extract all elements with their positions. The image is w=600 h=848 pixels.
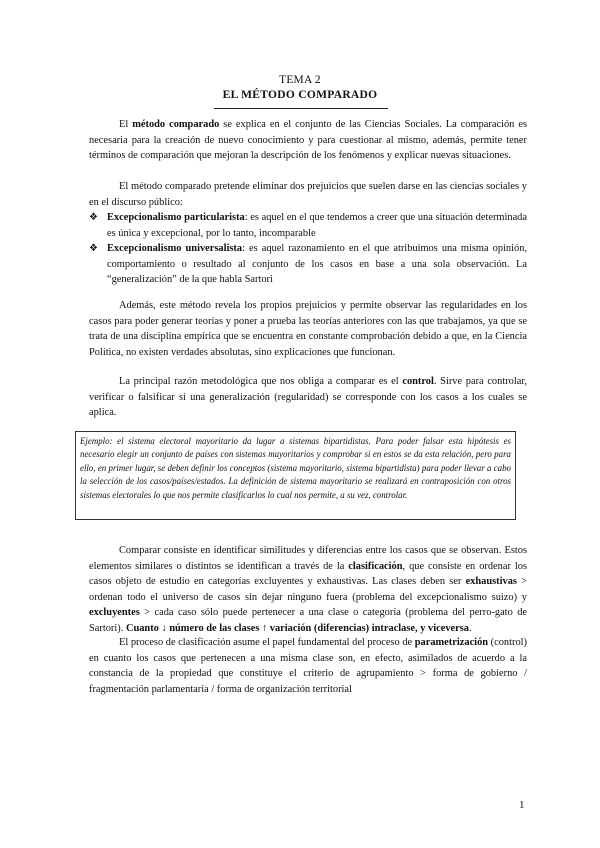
paragraph-intro (89, 117, 527, 164)
text-run: se explica en el conjunto de las Ciencias Sociales. La comparación es necesaria para la creación de nuevo conocimiento y para cuestionar al mismo, además, permite tener términos de comparación que mejoran la descripción de los fenómenos y explicar nuevas situaciones. (89, 119, 527, 162)
paragraph-parametrization (89, 635, 527, 697)
list-item (89, 210, 527, 241)
topic-number: TEMA 2 (279, 74, 321, 86)
prejudice-list (89, 210, 527, 288)
text-run: : es aquel en el que tendemos a creer que una situación determinada es única y excepcional, por lo tanto, incomparable (107, 212, 527, 239)
bold-term: exhaustivas (465, 576, 517, 588)
text-run: La principal razón metodológica que nos obliga a comparar es el (119, 376, 403, 387)
paragraph-prejudices: El método comparado pretende eliminar dos prejuicios que suelen darse en las ciencias sociales y en el discurso público: (89, 181, 527, 208)
page-title: EL MÉTODO COMPARADO (222, 89, 378, 101)
example-box: Ejemplo: el sistema electoral mayoritario da lugar a sistemas bipartidistas. Para poder falsar esta hipótesis es necesario elegir un conjunto de países con sistemas mayoritarios y comprobar si en estos se da esta relación, pero para ello, en primer lugar, se deben definir los conceptos (sistema mayoritario, sistema bipartidista) para poder llevar a cabo la selección de los casos/países/estados. La definición de sistema mayoritario se realizará en contraposición con otros sistemas electorales lo que nos permite clasificarlos lo cual nos permite, a su vez, controlar. (75, 431, 516, 520)
page-header (0, 73, 600, 103)
text-run: , que consiste en ordenar los casos objeto de estudio en categorías excluyentes y exhaustivas. Las clases deben ser (89, 560, 527, 588)
bold-term: control (402, 376, 434, 387)
text-run: > ordenan todo el universo de casos sin dejar ninguno fuera (problema del excepcionalismo suizo) y (89, 576, 527, 603)
text-run: El (119, 119, 133, 130)
text-run: El proceso de clasificación asume el papel fundamental del proceso de (119, 637, 415, 648)
bold-term: parametrización (414, 637, 489, 648)
text-run: (control) en cuanto los casos que pertenecen a una misma clase son, en efecto, asimilados de acuerdo a la constancia de la propiedad que constituye el criterio de agrupamiento > forma de gobierno / fragmentación parlamentaria / forma de organización territorial (89, 637, 527, 695)
text-run: > cada caso sólo puede pertenecer a una clase o categoría (problema del perro-gato de Sartori). (89, 607, 527, 634)
paragraph-control (89, 374, 527, 421)
bold-term: Excepcionalismo universalista (107, 243, 243, 255)
paragraph-regularities: Además, este método revela los propios prejuicios y permite observar las regularidades en los casos para poder generar teorías y poner a prueba las teorías anteriores con las que trabajamos, ya que se trata de una disciplina empírica que se encuentra en constante comprobación debido a que, en la Ciencia Política, no existen verdades absolutas, sino explicaciones que funcionan. (89, 300, 527, 358)
list-item (89, 241, 527, 288)
text-run: . Sirve para controlar, verificar o falsificar si una generalización (regularidad) se corresponde con los casos a los cuales se aplica. (89, 376, 528, 419)
bold-term: Cuanto ↓ número de las clases ↑ variación (diferencias) intraclase, y viceversa (125, 622, 469, 634)
bold-term: método comparado (132, 119, 220, 130)
bold-term: excluyentes (89, 607, 140, 619)
text-run: . (468, 622, 472, 634)
text-run: Comparar consiste en identificar similitudes y diferencias entre los casos que se observan. Estos elementos similares o distintos se identifican a través de la (89, 545, 527, 572)
text-run: : es aquel razonamiento en el que atribuimos una misma opinión, comportamiento o resultado al conjunto de los casos en base a una sola observación. La “generalización” de la que habla Sartori (107, 243, 527, 286)
page-number: 1 (519, 799, 525, 811)
paragraph-classification (89, 543, 527, 637)
diamond-bullet-icon: ❖ (89, 243, 98, 255)
diamond-bullet-icon: ❖ (89, 212, 98, 223)
bold-term: Excepcionalismo particularista (107, 212, 245, 223)
bold-term: clasificación (348, 560, 403, 572)
title-underline (214, 108, 388, 109)
